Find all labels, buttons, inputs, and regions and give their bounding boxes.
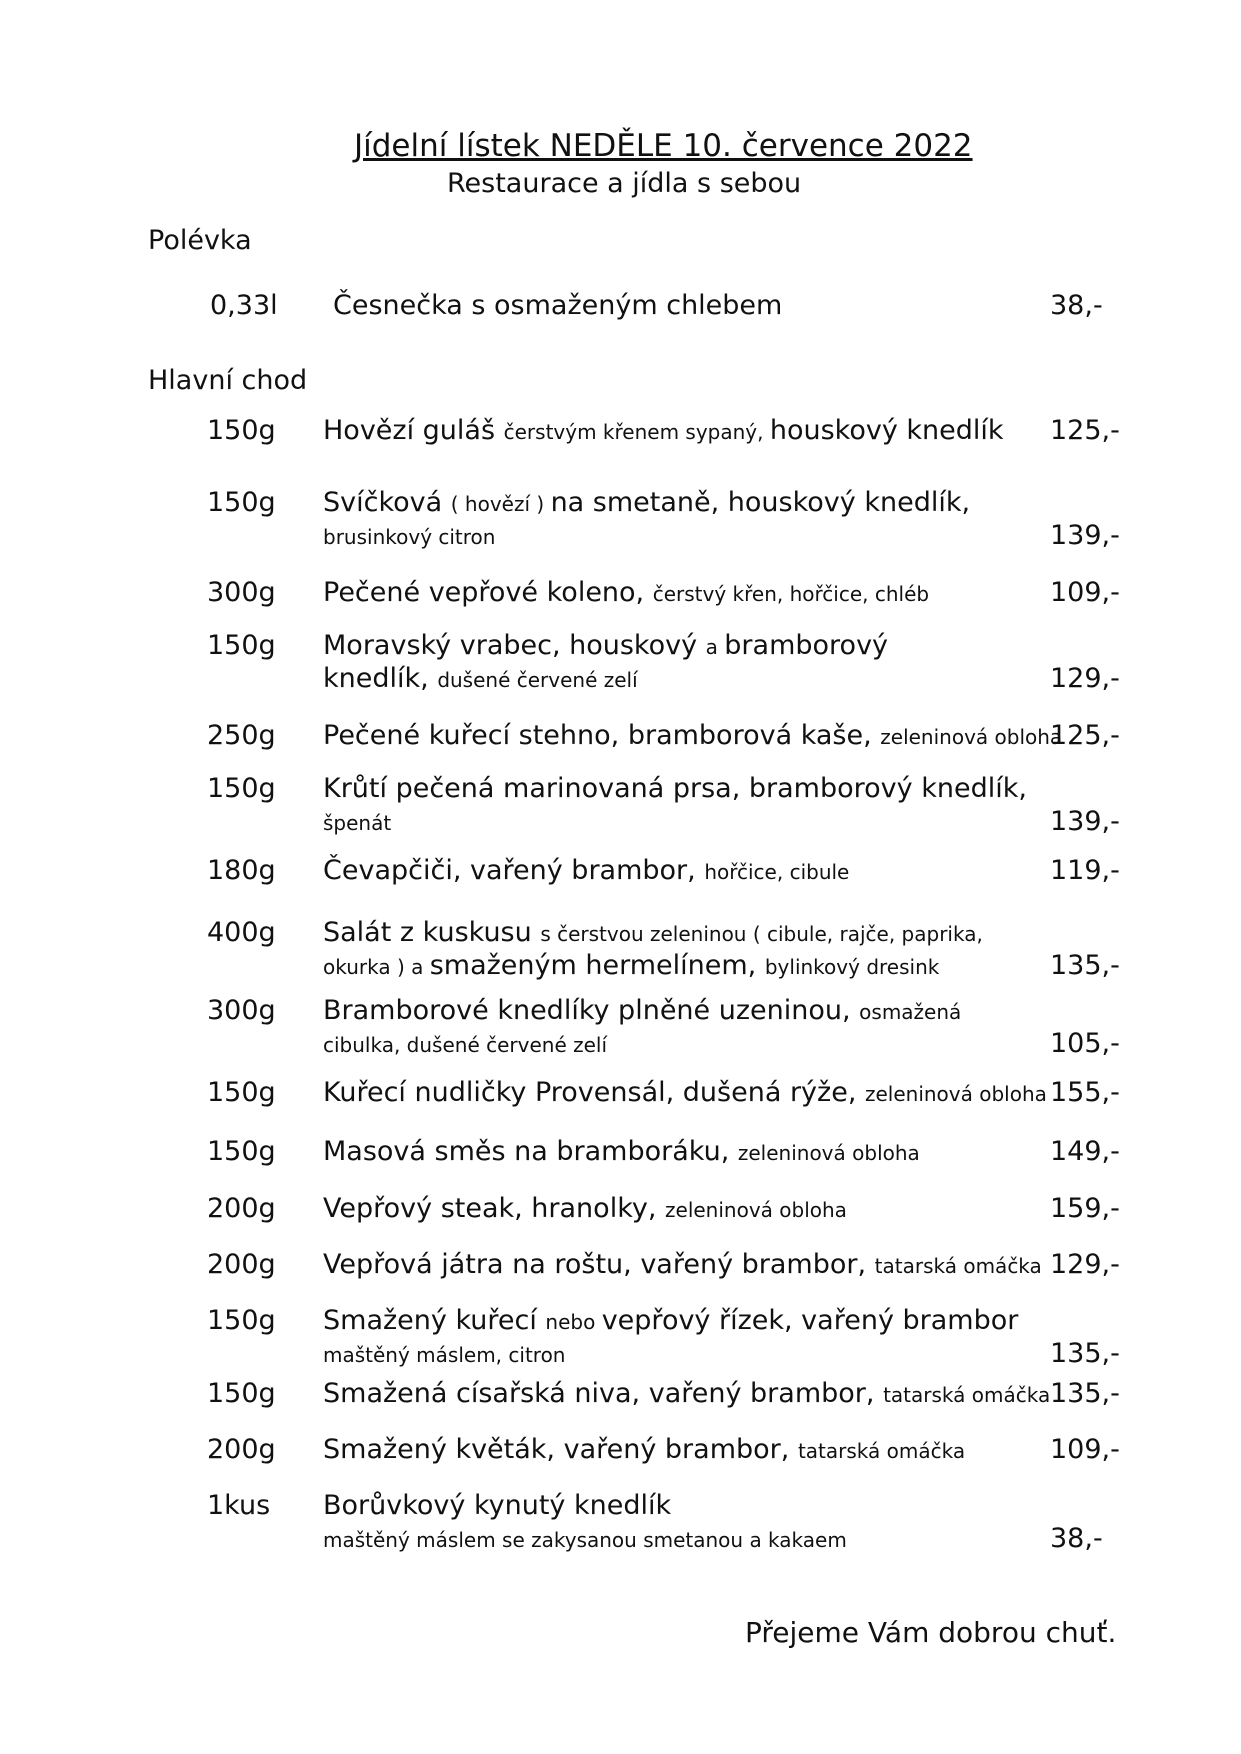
- item-main-text: houskový knedlík: [769, 415, 1004, 446]
- item-detail-text: dušené červené zelí: [437, 668, 638, 692]
- item-description-line1: [323, 1378, 1050, 1409]
- item-description-line1: [323, 1490, 671, 1521]
- item-price: 109,-: [1050, 577, 1120, 608]
- item-price: 139,-: [1050, 806, 1120, 837]
- item-description-line1: [323, 917, 983, 948]
- item-price: 149,-: [1050, 1136, 1120, 1167]
- item-detail-text: okurka ) a: [323, 955, 430, 979]
- item-main-text: Pečené kuřecí stehno, bramborová kaše,: [323, 720, 881, 751]
- item-detail-text: tatarská omáčka: [883, 1383, 1051, 1407]
- item-description-line2: [323, 1338, 565, 1369]
- item-description-line1: [323, 720, 1062, 751]
- closing-wish: Přejeme Vám dobrou chuť.: [745, 1616, 1117, 1649]
- item-main-text: Moravský vrabec, houskový: [323, 630, 706, 661]
- item-main-text: Kuřecí nudličky Provensál, dušená rýže,: [323, 1077, 865, 1108]
- item-main-text: Česnečka s osmaženým chlebem: [333, 290, 783, 321]
- item-price: 135,-: [1050, 1378, 1120, 1409]
- item-detail-text: cibulka, dušené červené zelí: [323, 1033, 608, 1057]
- item-main-text: Vepřový steak, hranolky,: [323, 1193, 666, 1224]
- item-detail-text: tatarská omáčka: [797, 1439, 966, 1463]
- item-price: 135,-: [1050, 1338, 1120, 1369]
- item-main-text: Salát z kuskusu: [323, 917, 541, 948]
- item-price: 155,-: [1050, 1077, 1120, 1108]
- item-detail-text: brusinkový citron: [323, 525, 496, 549]
- item-quantity: 150g: [207, 773, 276, 804]
- item-detail-text: špenát: [323, 811, 392, 835]
- item-price: 135,-: [1050, 950, 1120, 981]
- item-detail-text: bylinkový dresink: [764, 955, 940, 979]
- item-main-text: Svíčková: [323, 487, 451, 518]
- item-detail-text: zeleninová obloha: [864, 1082, 1047, 1106]
- item-price: 38,-: [1050, 1523, 1103, 1554]
- item-main-text: Borůvkový kynutý knedlík: [323, 1490, 672, 1521]
- item-detail-text: s čerstvou zeleninou ( cibule, rajče, paprika,: [540, 922, 983, 946]
- section-heading-soup: Polévka: [148, 225, 252, 256]
- item-detail-text: čerstvý křen, hořčice, chléb: [652, 582, 930, 606]
- item-description-line1: [333, 290, 782, 321]
- item-price: 119,-: [1050, 855, 1120, 886]
- item-main-text: vepřový řízek, vařený brambor: [601, 1305, 1019, 1336]
- item-description-line1: [323, 487, 970, 518]
- item-quantity: 200g: [207, 1434, 276, 1465]
- item-main-text: Bramborové knedlíky plněné uzeninou,: [323, 995, 860, 1026]
- item-main-text: smaženým hermelínem,: [429, 950, 765, 981]
- item-detail-text: zeleninová obloha: [665, 1198, 847, 1222]
- item-main-text: Krůtí pečená marinovaná prsa, bramborový knedlík,: [323, 773, 1027, 804]
- item-price: 129,-: [1050, 1249, 1120, 1280]
- item-quantity: 250g: [207, 720, 276, 751]
- item-main-text: Smažený kuřecí: [323, 1305, 546, 1336]
- item-description-line2: [323, 1523, 847, 1554]
- item-detail-text: osmažená: [859, 1000, 962, 1024]
- item-description-line2: [323, 1028, 607, 1059]
- item-quantity: 150g: [207, 1305, 276, 1336]
- item-detail-text: maštěný máslem se zakysanou smetanou a kakaem: [323, 1528, 847, 1552]
- item-detail-text: maštěný máslem, citron: [323, 1343, 566, 1367]
- item-quantity: 180g: [207, 855, 276, 886]
- item-price: 109,-: [1050, 1434, 1120, 1465]
- item-quantity: 1kus: [207, 1490, 271, 1521]
- item-description-line2: [323, 806, 391, 837]
- item-price: 125,-: [1050, 415, 1120, 446]
- item-description-line1: [323, 415, 1004, 446]
- item-main-text: Vepřová játra na roštu, vařený brambor,: [323, 1249, 875, 1280]
- item-price: 159,-: [1050, 1193, 1120, 1224]
- item-description-line1: [323, 855, 849, 886]
- section-heading-main: Hlavní chod: [148, 365, 308, 396]
- item-price: 139,-: [1050, 520, 1120, 551]
- item-quantity: 150g: [207, 1378, 276, 1409]
- item-main-text: Hovězí guláš: [323, 415, 504, 446]
- item-description-line2: [323, 950, 939, 981]
- item-quantity: 200g: [207, 1249, 276, 1280]
- item-main-text: Čevapčiči, vařený brambor,: [323, 855, 705, 886]
- item-description-line1: [323, 630, 888, 661]
- item-quantity: 150g: [207, 1136, 276, 1167]
- page-title: Jídelní lístek NEDĚLE 10. července 2022: [354, 128, 973, 164]
- item-main-text: Masová směs na bramboráku,: [323, 1136, 738, 1167]
- item-description-line2: [323, 520, 495, 551]
- item-description-line1: [323, 1077, 1047, 1108]
- item-description-line1: [323, 1305, 1018, 1336]
- item-description-line1: [323, 995, 961, 1026]
- item-main-text: knedlík,: [323, 663, 438, 694]
- item-main-text: Pečené vepřové koleno,: [323, 577, 653, 608]
- item-main-text: bramborový: [724, 630, 889, 661]
- item-quantity: 150g: [207, 487, 276, 518]
- item-quantity: 150g: [207, 1077, 276, 1108]
- item-price: 129,-: [1050, 663, 1120, 694]
- item-detail-text: zeleninová obloha: [880, 725, 1063, 749]
- item-quantity: 300g: [207, 995, 276, 1026]
- item-quantity: 150g: [207, 630, 276, 661]
- item-detail-text: ( hovězí ): [450, 492, 551, 516]
- page-subtitle: Restaurace a jídla s sebou: [447, 168, 802, 199]
- item-detail-text: zeleninová obloha: [737, 1141, 920, 1165]
- item-quantity: 300g: [207, 577, 276, 608]
- item-detail-text: nebo: [545, 1310, 602, 1334]
- item-quantity: 200g: [207, 1193, 276, 1224]
- item-description-line2: [323, 663, 638, 694]
- item-detail-text: a: [705, 635, 725, 659]
- item-quantity: 150g: [207, 415, 276, 446]
- item-main-text: na smetaně, houskový knedlík,: [550, 487, 971, 518]
- item-description-line1: [323, 1136, 920, 1167]
- item-description-line1: [323, 773, 1027, 804]
- item-quantity: 0,33l: [210, 290, 278, 321]
- item-description-line1: [323, 577, 929, 608]
- item-description-line1: [323, 1434, 965, 1465]
- item-main-text: Smažená císařská niva, vařený brambor,: [323, 1378, 884, 1409]
- item-description-line1: [323, 1193, 847, 1224]
- item-detail-text: čerstvým křenem sypaný,: [503, 420, 770, 444]
- item-price: 105,-: [1050, 1028, 1120, 1059]
- item-description-line1: [323, 1249, 1042, 1280]
- item-price: 38,-: [1050, 290, 1103, 321]
- item-detail-text: tatarská omáčka: [874, 1254, 1042, 1278]
- item-quantity: 400g: [207, 917, 276, 948]
- item-main-text: Smažený květák, vařený brambor,: [323, 1434, 798, 1465]
- item-price: 125,-: [1050, 720, 1120, 751]
- item-detail-text: hořčice, cibule: [704, 860, 850, 884]
